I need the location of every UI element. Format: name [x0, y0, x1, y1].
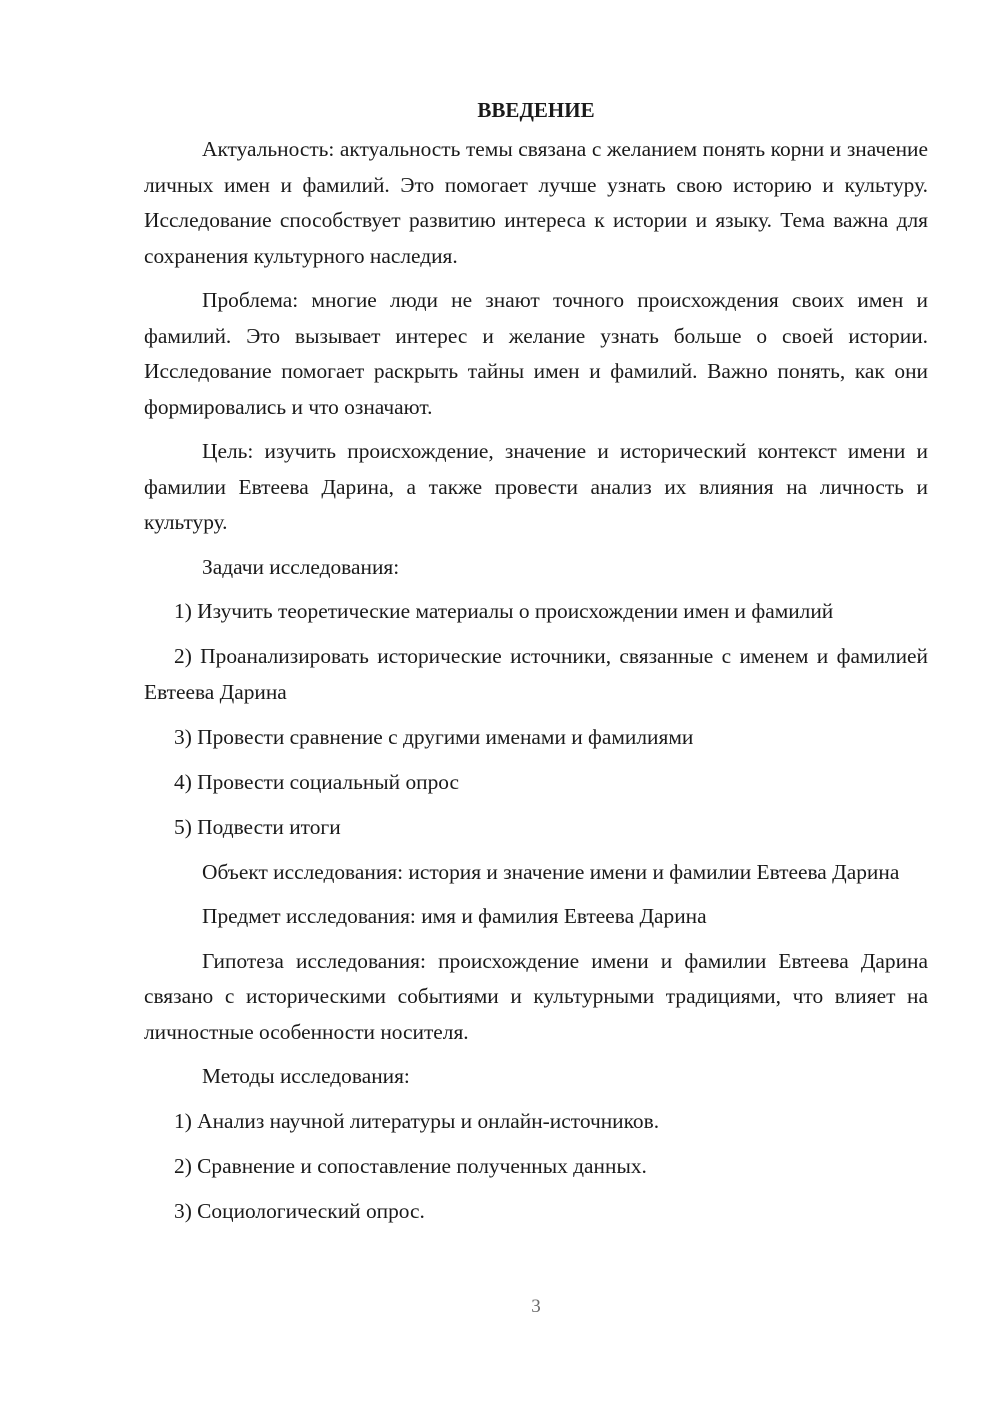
- tasks-label: Задачи исследования:: [202, 554, 400, 579]
- document-page: [144, 92, 928, 1239]
- relevance-paragraph: Актуальность: актуальность темы связана с желанием понять корни и значение личных имен и фамилий. Это помогает лучше узнать свою историю и культуру. Исследование способствует развитию интереса к истории и языку. Тема важна для сохранения культурного наследия.: [144, 137, 928, 268]
- goal-paragraph: Цель: изучить происхождение, значение и исторический контекст имени и фамилии Евтеева Дарина, а также провести анализ их влияния на личность и культуру.: [144, 439, 928, 534]
- task-item-3: 3) Провести сравнение с другими именами и фамилиями: [174, 724, 694, 749]
- object-paragraph: Объект исследования: история и значение имени и фамилии Евтеева Дарина: [202, 859, 900, 884]
- method-item-1: 1) Анализ научной литературы и онлайн-источников.: [174, 1108, 660, 1133]
- subject-paragraph: Предмет исследования: имя и фамилия Евтеева Дарина: [202, 904, 707, 928]
- problem-paragraph: Проблема: многие люди не знают точного происхождения своих имен и фамилий. Это вызывает интерес и желание узнать больше о своей истории. Исследование помогает раскрыть тайны имен и фамилий. Важно понять, как они формировались и что означают.: [144, 288, 928, 419]
- methods-label: Методы исследования:: [202, 1064, 410, 1088]
- task-item-4: 4) Провести социальный опрос: [174, 769, 460, 794]
- method-item-2: 2) Сравнение и сопоставление полученных данных.: [174, 1153, 647, 1178]
- task-item-5: 5) Подвести итоги: [174, 814, 341, 839]
- hypothesis-paragraph: Гипотеза исследования: происхождение имени и фамилии Евтеева Дарина связано с историческими событиями и культурными традициями, что влияет на личностные особенности носителя.: [144, 948, 928, 1044]
- method-item-3: 3) Социологический опрос.: [174, 1198, 425, 1223]
- task-item-2: 2) Проанализировать исторические источники, связанные с именем и фамилией Евтеева Дарина: [144, 644, 928, 704]
- section-heading: ВВЕДЕНИЕ: [477, 98, 595, 122]
- page-number: 3: [531, 1296, 541, 1317]
- task-item-1: 1) Изучить теоретические материалы о происхождении имен и фамилий: [174, 599, 834, 623]
